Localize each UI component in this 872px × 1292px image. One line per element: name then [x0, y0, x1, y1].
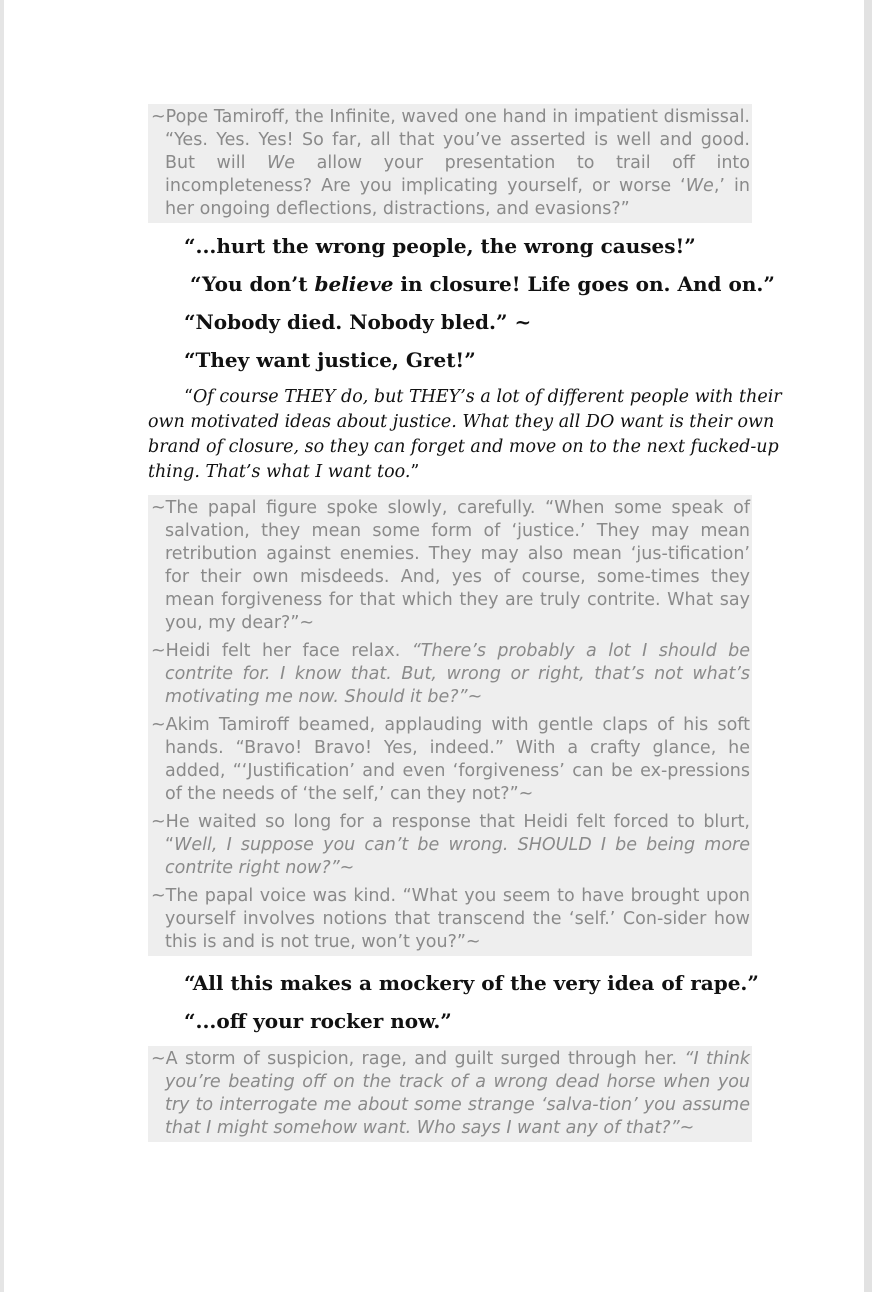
heidi-blurt-paragraph: [148, 811, 752, 880]
dialogue-block-1: [148, 104, 752, 223]
open-quote: “: [184, 387, 193, 407]
text-segment: ~He waited so long for a response that Heidi felt forced to blurt, “: [151, 812, 750, 855]
viewer-right-edge: [864, 0, 872, 1292]
italic-justice-paragraph: [148, 385, 808, 485]
text-segment: ~Pope Tamiroff, the Infinite, waved one hand in impatient dismissal. “Yes. Yes. Yes! So far, all that you’ve asserted is well and good. But will: [151, 107, 750, 173]
akim-beamed-paragraph: ~Akim Tamiroff beamed, applauding with gentle claps of his soft hands. “Bravo! Bravo! Yes, indeed.” With a crafty glance, he added, “‘Justification’ and even ‘forgiveness’ can be ex-pressions of the needs of ‘the self,’ can they not?”~: [151, 715, 750, 804]
text-segment: in closure! Life goes on. And on.”: [393, 272, 775, 296]
text-segment: “You don’t: [190, 272, 315, 296]
bold-quote-1: “...hurt the wrong people, the wrong causes!”: [184, 234, 696, 258]
bold-quote-2: [190, 271, 808, 297]
text-segment: ~Heidi felt her face relax.: [151, 641, 412, 661]
papal-salvation-paragraph: ~The papal figure spoke slowly, carefully. “When some speak of salvation, they mean some form of ‘justice.’ They may mean retribution against enemies. They may also mean ‘jus-tification’ for their own misdeeds. And, yes of course, some-times they mean forgiveness for that which they are truly contrite. What say you, my dear?”~: [151, 498, 750, 633]
italic-text: Of course THEY do, but THEY’s a lot of different people with their own motivated ideas about justice. What they all DO want is their own brand of closure, so they can forget and move on to the next fucked-up thing. That’s what I want too.: [148, 387, 782, 482]
papal-kind-paragraph: ~The papal voice was kind. “What you seem to have brought upon yourself involves notions that transcend the ‘self.’ Con-sider how this is and is not true, won’t you?”~: [151, 886, 750, 952]
storm-suspicion-paragraph: [148, 1048, 752, 1140]
page-content: [148, 104, 808, 1148]
bold-quote-3: “Nobody died. Nobody bled.” ~: [184, 310, 532, 334]
italic-text: “I think you’re beating off on the track of a wrong dead horse when you try to interrogate me about some strange ‘salva-tion’ you assume that I might somehow want. Who says I want any of that?”~: [165, 1049, 750, 1138]
emphasis-we: We: [685, 176, 714, 196]
close-quote: ”: [410, 462, 420, 482]
emphasis-we: We: [267, 153, 296, 173]
text-segment: ,’ in her ongoing deflections, distractions, and evasions?”: [165, 176, 750, 219]
italic-text: Well, I suppose you can’t be wrong. SHOULD I be being more contrite right now?”~: [165, 835, 750, 878]
bold-quote-6: “...off your rocker now.”: [184, 1009, 452, 1033]
bold-quote-4: “They want justice, Gret!”: [184, 348, 476, 372]
pope-dismissal-paragraph: [148, 106, 752, 221]
text-segment: ~A storm of suspicion, rage, and guilt surged through her.: [151, 1049, 685, 1069]
emphasis-believe: believe: [314, 272, 394, 296]
document-page: [4, 0, 864, 1292]
bold-quote-5: “All this makes a mockery of the very idea of rape.”: [184, 971, 759, 995]
italic-text: “There’s probably a lot I should be contrite for. I know that. But, wrong or right, that’s not what’s motivating me now. Should it be?”~: [165, 641, 750, 707]
text-segment: allow your presentation to trail off into incompleteness? Are you implicating yourself, or worse ‘: [165, 153, 750, 196]
dialogue-block-3: [148, 1046, 752, 1142]
dialogue-block-2: [148, 495, 752, 956]
heidi-relax-paragraph: [148, 640, 752, 709]
